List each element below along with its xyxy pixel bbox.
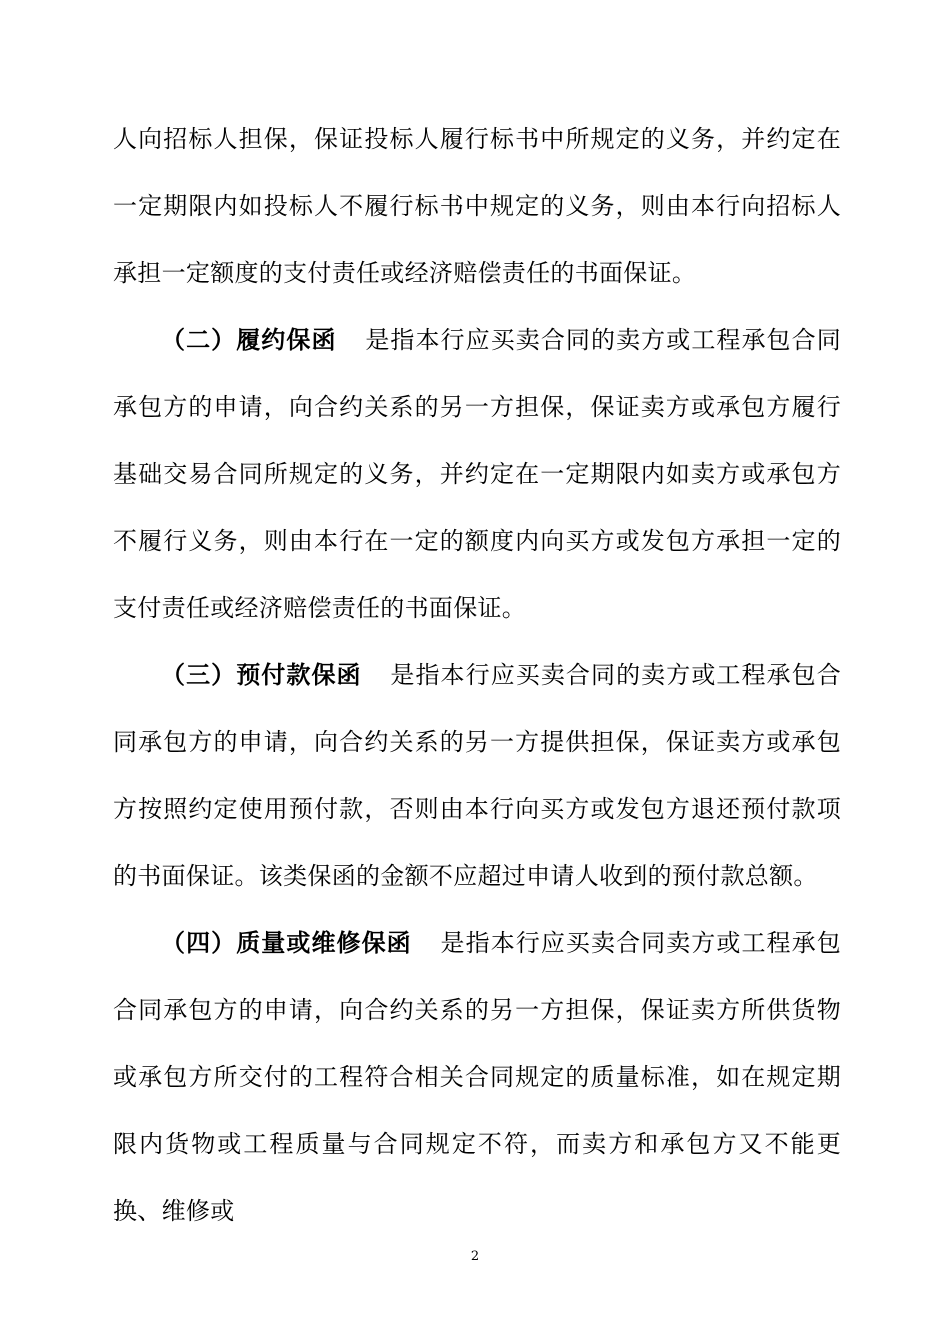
paragraph-advance-payment-guarantee [113, 642, 841, 910]
paragraph-text: 人向招标人担保，保证投标人履行标书中所规定的义务，并约定在一定期限内如投标人不履行标书中规定的义务，则由本行向招标人承担一定额度的支付责任或经济赔偿责任的书面保证。 [113, 125, 841, 287]
section-heading: （三）预付款保函 [161, 661, 362, 689]
paragraph-text: 是指本行应买卖合同的卖方或工程承包合同承包方的申请，向合约关系的另一方提供担保，保证卖方或承包方按照约定使用预付款，否则由本行向买方或发包方退还预付款项的书面保证。该类保函的金额不应超过申请人收到的预付款总额。 [113, 661, 841, 890]
paragraph-text: 是指本行应买卖合同卖方或工程承包合同承包方的申请，向合约关系的另一方担保，保证卖方所供货物或承包方所交付的工程符合相关合同规定的质量标准，如在规定期限内货物或工程质量与合同规定不符，而卖方和承包方又不能更换、维修或 [113, 929, 841, 1225]
paragraph-continued [113, 106, 841, 307]
page-number: 2 [470, 1249, 480, 1264]
section-heading: （四）质量或维修保函 [161, 929, 412, 957]
section-heading: （二）履约保函 [161, 326, 337, 354]
paragraph-performance-guarantee [113, 307, 841, 642]
paragraph-quality-guarantee [113, 910, 841, 1245]
document-body [113, 106, 841, 1245]
paragraph-text: 是指本行应买卖合同的卖方或工程承包合同承包方的申请，向合约关系的另一方担保，保证卖方或承包方履行基础交易合同所规定的义务，并约定在一定期限内如卖方或承包方不履行义务，则由本行在一定的额度内向买方或发包方承担一定的支付责任或经济赔偿责任的书面保证。 [113, 326, 841, 622]
